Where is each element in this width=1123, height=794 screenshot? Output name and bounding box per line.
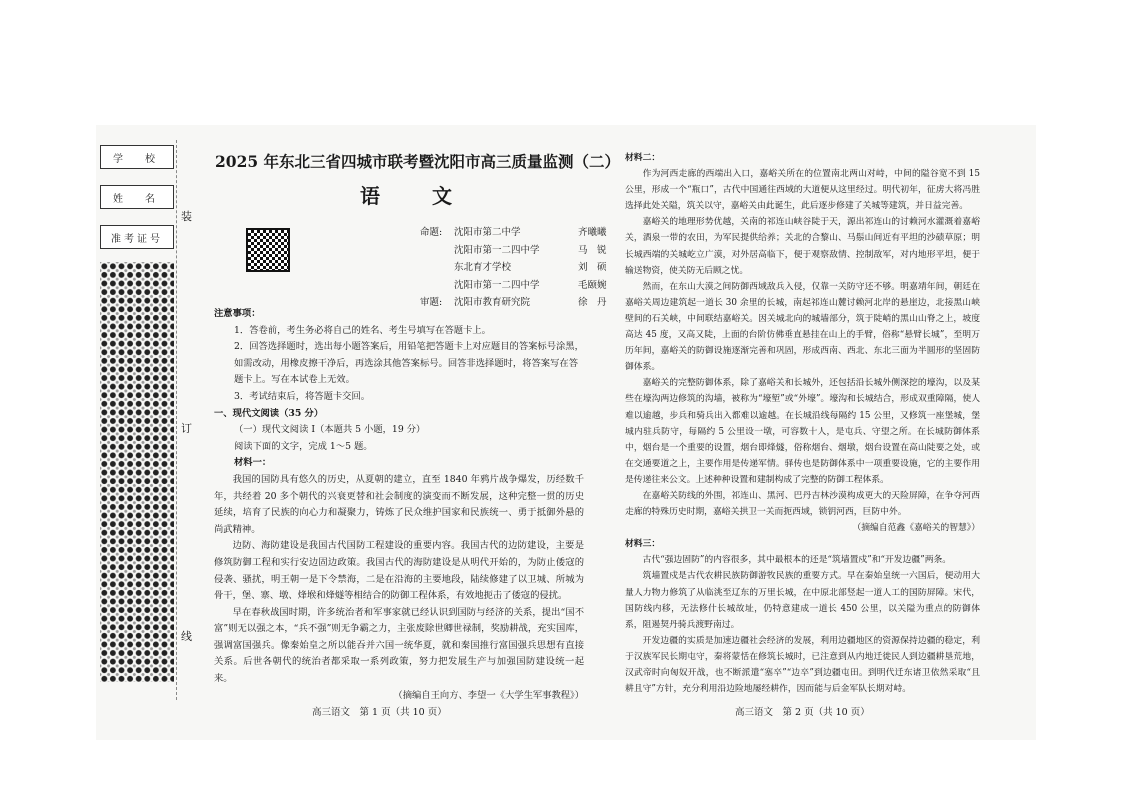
author-list xyxy=(420,224,607,312)
material-2-label: 材料二： xyxy=(625,153,661,163)
paragraph: 开发边疆的实质是加速边疆社会经济的发展，利用边疆地区的资源保持边疆的稳定，利于汉族军民长期屯守，秦将蒙恬在修筑长城时，已注意到从内地迁徙民人到边疆耕垦荒地，汉武帝时向匈奴开战，也不断派遣“塞卒”“边卒”到边疆屯田。到明代迁东诸卫依然采取“且耕且守”方针，充分利用沿边险地屡经耕作，因而能与后金军队长期对峙。 xyxy=(625,635,980,695)
author-row: 命题: 沈阳市第二中学 齐曦曦 xyxy=(420,227,607,238)
school-field: 学 校 xyxy=(100,145,174,169)
material-1-label: 材料一： xyxy=(234,457,272,469)
binding-line xyxy=(176,140,177,700)
citation: （摘编自范鑫《嘉峪关的智慧》） xyxy=(852,523,980,534)
binding-label-zhuang: 装 xyxy=(181,210,192,223)
subject-title: 语 文 xyxy=(360,184,468,208)
note-item: 1．答卷前，考生务必将自己的姓名、考生号填写在答题卡上。 xyxy=(234,324,491,336)
author-row: 东北育才学校 刘 硕 xyxy=(454,262,607,273)
paragraph: 我国的国防具有悠久的历史，从夏朝的建立，直至 1840 年鸦片战争爆发，历经数千年，共经着 20 多个朝代的兴衰更替和社会制度的演变而不断发展，这种完整一贯的历史延续，培育了民族的向心力和凝聚力，铸炼了民众维护国家和民族统一、勇于抵御外悬的尚武精神。 xyxy=(214,473,584,535)
binding-label-xian: 线 xyxy=(181,630,192,643)
page2-footer: 高三语文 第 2 页（共 10 页） xyxy=(735,707,870,718)
paragraph: 作为河西走廊的西端出入口，嘉峪关所在的位置南北两山对峙，中间的隘谷宽不到 15 公里，形成一个“瓶口”，古代中国通往西域的大道便从这里经过。明代初年，征虏大将冯胜选择此处关隘，筑关以守，嘉峪关由此诞生，此后逐步修建了关城等建筑，并日益完善。 xyxy=(625,169,980,212)
author-row: 沈阳市第一二四中学 毛颐婉 xyxy=(454,279,607,291)
note-item: 2．回答选择题时，选出每小题答案后，用铅笔把答题卡上对应题目的答案标号涂黑，如需改动，用橡皮擦干净后，再选涂其他答案标号。回答非选择题时，将答案写在答题卡上。写在本试卷上无效。 xyxy=(234,341,584,386)
material-3-label: 材料三： xyxy=(625,539,661,550)
checker-pattern xyxy=(100,262,174,682)
author-row: 沈阳市第一二四中学 马 锐 xyxy=(454,244,607,256)
instruction: 阅读下面的文字，完成 1～5 题。 xyxy=(234,440,373,452)
page2-body xyxy=(625,150,980,697)
name-field: 姓 名 xyxy=(100,185,174,209)
note-item: 3．考试结束后，将答题卡交回。 xyxy=(234,390,371,402)
author-row: 审题: 沈阳市教育研究院 徐 丹 xyxy=(420,297,607,308)
exam-title: 2025 年东北三省四城市联考暨沈阳市高三质量监测（二） xyxy=(215,152,621,171)
paragraph: 然而，在东山大漠之间防御西域敌兵入侵，仅靠一关防守还不够。明嘉靖年间，朝廷在嘉峪关周边建筑起一道长 30 余里的长城，南起祁连山麓讨赖河北岸的悬崖边，北接黑山峡壁间的石关峡，中间联结嘉峪关。因关城北向的城墙部分，筑于陡峭的黑山山脊之上，坡度高达 45 度，又高又陡，上面的台阶仿佛垂直悬挂在山上的手臂，俗称“悬臂长城”，至明万历年间，嘉峪关的防御设施逐渐完善和巩固，形成西南、西北、东北三面为半圆形的坚固防御体系。 xyxy=(625,281,980,373)
notes-heading: 注意事项： xyxy=(214,308,261,319)
subsection-heading: （一）现代文阅读 Ⅰ（本题共 5 小题，19 分） xyxy=(234,424,426,436)
paragraph: 嘉峪关的完整防御体系，除了嘉峪关和长城外，还包括沿长城外侧深挖的壕沟，以及某些在壕沟两边修筑的沟墙，被称为“壕堑”或“外壕”。壕沟和长城结合，形成双重障隔，使人难以逾越，步兵和骑兵出入都难以逾越。在长城沿线每隔约 15 公里，又修筑一座堡城，堡城内驻兵防守，每隔约 5 公里设一墩，可容数十人，是屯兵、守望之所。在长城防御体系中，烟台是一个重要的设置，烟台即烽燧，俗称烟台、烟墩，烟台设置在高山陡要之处，或在交通要道之上，主要作用是传递军情。驿传也是防御体系中一项重要设施，它的主要作用是传递往来公文。上述种种设置和建制构成了完整的防御工程体系。 xyxy=(625,378,980,485)
paragraph: 在嘉峪关防线的外围，祁连山、黑河、巴丹吉林沙漠构成更大的天险屏障，在争夺河西走廊的特殊历史时期，嘉峪关拱卫一关而扼西域，锁钥河西，巨防中外。 xyxy=(625,490,980,518)
section-heading: 一、现代文阅读（35 分） xyxy=(214,407,324,419)
paragraph: 边防、海防建设是我国古代国防工程建设的重要内容。我国古代的边防建设，主要是修筑防御工程和实行安边固边政策。我国古代的海防建设是从明代开始的，为防止倭寇的侵袭、骚扰，明王朝一是下令禁海，二是在沿海的主要地段，陆续修建了以卫城、所城为骨干，堡、寨、墩、烽堠和烽燧等相结合的防御工程体系，有效地扼击了倭寇的侵扰。 xyxy=(214,540,584,602)
page1-footer: 高三语文 第 1 页（共 10 页） xyxy=(312,707,447,718)
paragraph: 古代“强边固防”的内容很多，其中最根本的还是“筑墙置戍”和“开发边疆”两条。 xyxy=(642,555,952,566)
binding-label-ding: 订 xyxy=(181,422,192,435)
paragraph: 嘉峪关的地理形势优越，关南的祁连山峡谷陡于天，源出祁连山的讨赖河水灌溉着嘉峪关，酒泉一带的农田，为军民提供给养；关北的合黎山、马鬃山间近有平坦的沙碛草原；明长城西端的关城屹立广漠，对外居高临下，便于观察敌情、控制敌军，对内地形平坦，便于输送物资，使关防无后顾之忧。 xyxy=(625,217,980,276)
citation: （摘编自王向方、李望一《大学生军事教程》） xyxy=(393,689,584,701)
page1-body xyxy=(214,306,584,704)
qr-code xyxy=(246,228,290,272)
exam-number-field: 准考证号 xyxy=(100,225,174,249)
paragraph: 筑墙置戍是古代农耕民族防御游牧民族的重要方式。早在秦始皇统一六国后，便动用大量人力物力修筑了从临洮至辽东的万里长城，在中原北部竖起一道人工的国防屏障。宋代，国防线内移，无法修什长城故址，仍特意建成一道长 450 公里，以关隘为重点的防御体系，阻遏契丹骑兵渡野南过。 xyxy=(625,571,980,630)
paragraph: 早在春秋战国时期，许多统治者和军事家就已经认识到国防与经济的关系，提出“国不富”则无以强之本，“兵不强”则无争霸之力，主张废除世卿世禄制，奖励耕战，充实国库，强调富国强兵。像秦始皇之所以能吞并六国一统华夏，就和秦国推行富国强兵思想有直接关系。后世各朝代的统治者都采取一系列政策，努力把发展生产与加强国防建设统一起来。 xyxy=(214,606,584,685)
